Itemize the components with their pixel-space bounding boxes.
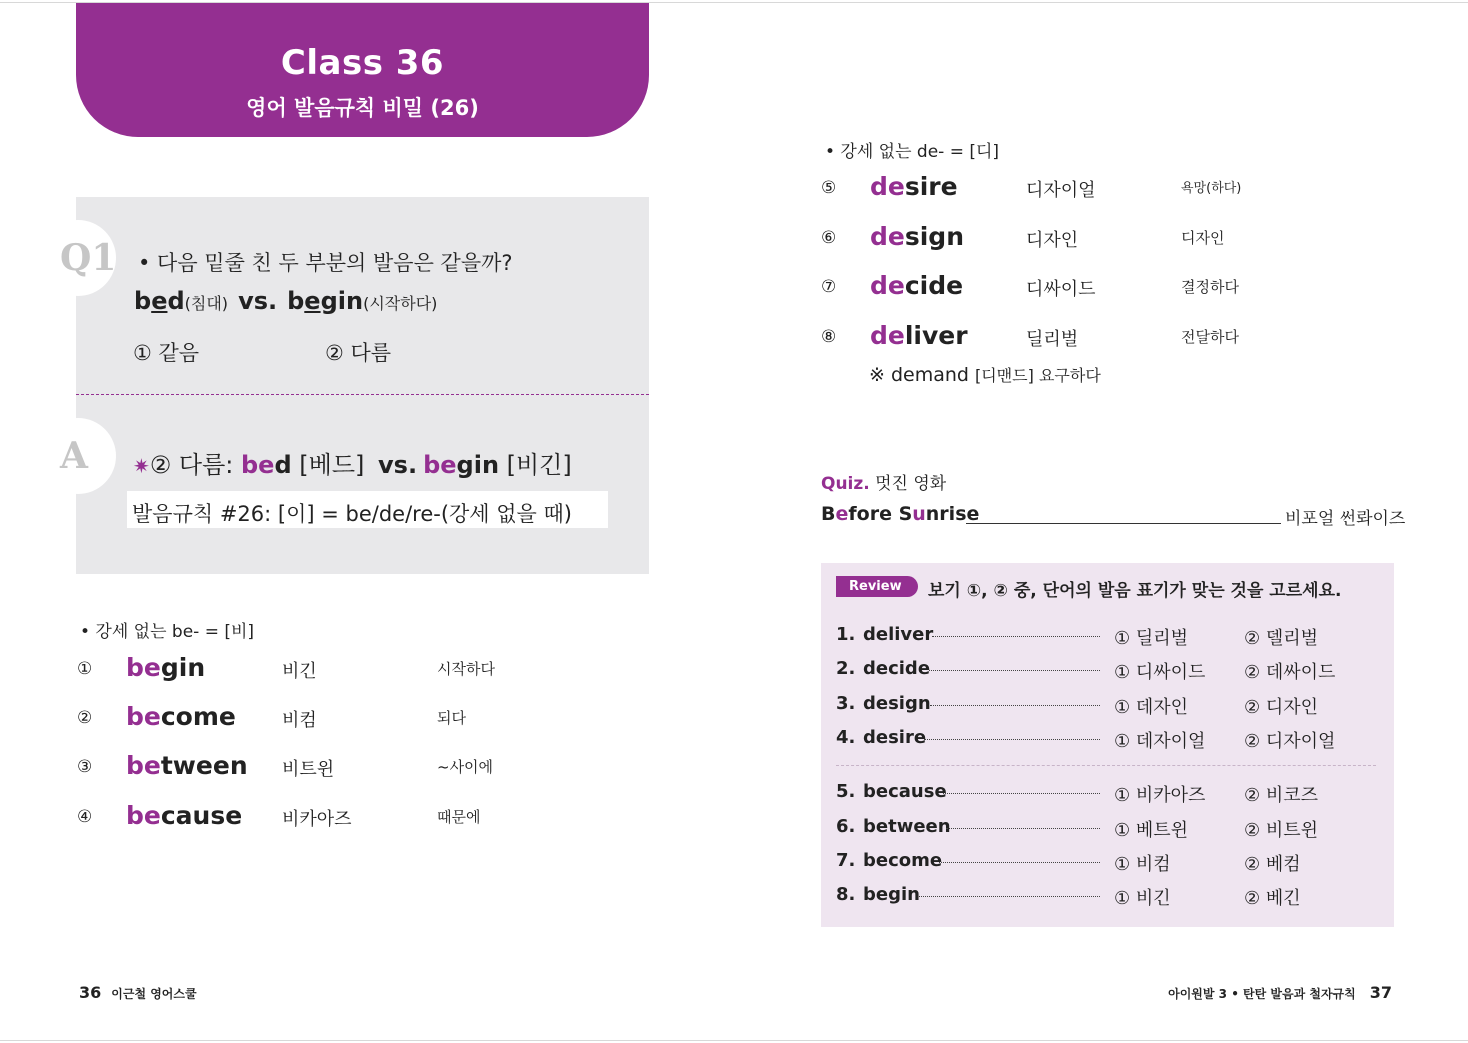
- review-option-2[interactable]: ② 디자인: [1244, 697, 1319, 718]
- review-item: 3. design ① 데자인 ② 디자인: [836, 693, 1319, 718]
- question-option-2: ② 다름: [325, 341, 392, 365]
- question-badge: Q1: [40, 220, 116, 296]
- review-option-2[interactable]: ② 베컴: [1244, 854, 1301, 875]
- question-words: bed(침대) vs. begin(시작하다): [134, 287, 438, 315]
- book-title: 이근철 영어스쿨: [111, 987, 197, 1001]
- review-option-2[interactable]: ② 베긴: [1244, 888, 1301, 909]
- review-item: 4. desire ① 데자이얼 ② 디자이얼: [836, 727, 1336, 752]
- review-option-2[interactable]: ② 델리벌: [1244, 628, 1319, 649]
- quiz-title: Before Sunrise: [821, 503, 980, 525]
- footer-right: [1168, 983, 1392, 1002]
- bottom-rule: [0, 1040, 1468, 1041]
- review-option-1[interactable]: ① 딜리벌: [1114, 628, 1189, 649]
- review-option-1[interactable]: ① 베트윈: [1114, 820, 1189, 841]
- book-title: 아이원발 3 • 탄탄 발음과 철자규칙: [1168, 987, 1356, 1001]
- review-option-1[interactable]: ① 디싸이드: [1114, 662, 1206, 683]
- qa-divider: [76, 394, 649, 395]
- rule-text: 발음규칙 #26: [이] = be/de/re-(강세 없을 때): [132, 502, 572, 526]
- answer-badge: A: [40, 418, 116, 494]
- review-option-2[interactable]: ② 데싸이드: [1244, 662, 1336, 683]
- quiz-answer-blank[interactable]: [966, 523, 1281, 524]
- answer-line: ✷② 다름: bed [베드] vs. begin [비긴]: [133, 451, 572, 479]
- review-option-1[interactable]: ① 비카아즈: [1114, 785, 1206, 806]
- review-item: 5. because ① 비카아즈 ② 비코즈: [836, 781, 1319, 806]
- page-subtitle: 영어 발음규칙 비밀 (26): [246, 96, 479, 120]
- review-instruction: 보기 ①, ② 중, 단어의 발음 표기가 맞는 것을 고르세요.: [928, 581, 1342, 601]
- quiz-hint: 비포얼 썬롸이즈: [1285, 509, 1406, 529]
- review-option-1[interactable]: ① 비컴: [1114, 854, 1171, 875]
- demand-note: ※ demand [디맨드] 요구하다: [869, 364, 1101, 386]
- page-title: Class 36: [280, 43, 445, 83]
- page-number: 37: [1369, 983, 1392, 1002]
- be-section-heading: • 강세 없는 be- = [비]: [80, 622, 255, 642]
- quiz-label: Quiz. 멋진 영화: [821, 474, 947, 494]
- review-item: 8. begin ① 비긴 ② 베긴: [836, 884, 1301, 909]
- review-option-2[interactable]: ② 비코즈: [1244, 785, 1319, 806]
- review-separator: [836, 765, 1376, 766]
- review-option-1[interactable]: ① 데자이얼: [1114, 731, 1206, 752]
- review-item: 6. between ① 베트윈 ② 비트윈: [836, 816, 1319, 841]
- page-number: 36: [79, 983, 102, 1002]
- review-option-1[interactable]: ① 비긴: [1114, 888, 1171, 909]
- de-section-heading: • 강세 없는 de- = [디]: [825, 142, 1000, 162]
- question-option-1: ① 같음: [133, 341, 200, 365]
- review-option-2[interactable]: ② 비트윈: [1244, 820, 1319, 841]
- question-prompt: • 다음 밑줄 친 두 부분의 발음은 같을까?: [138, 251, 513, 275]
- review-item: 7. become ① 비컴 ② 베컴: [836, 850, 1301, 875]
- review-option-1[interactable]: ① 데자인: [1114, 697, 1189, 718]
- footer-left: [79, 983, 197, 1002]
- review-option-2[interactable]: ② 디자이얼: [1244, 731, 1336, 752]
- class-banner: [76, 3, 649, 137]
- review-tag: Review: [836, 576, 918, 597]
- review-item: 1. deliver ① 딜리벌 ② 델리벌: [836, 624, 1319, 649]
- review-item: 2. decide ① 디싸이드 ② 데싸이드: [836, 658, 1336, 683]
- star-icon: ✷: [133, 454, 150, 478]
